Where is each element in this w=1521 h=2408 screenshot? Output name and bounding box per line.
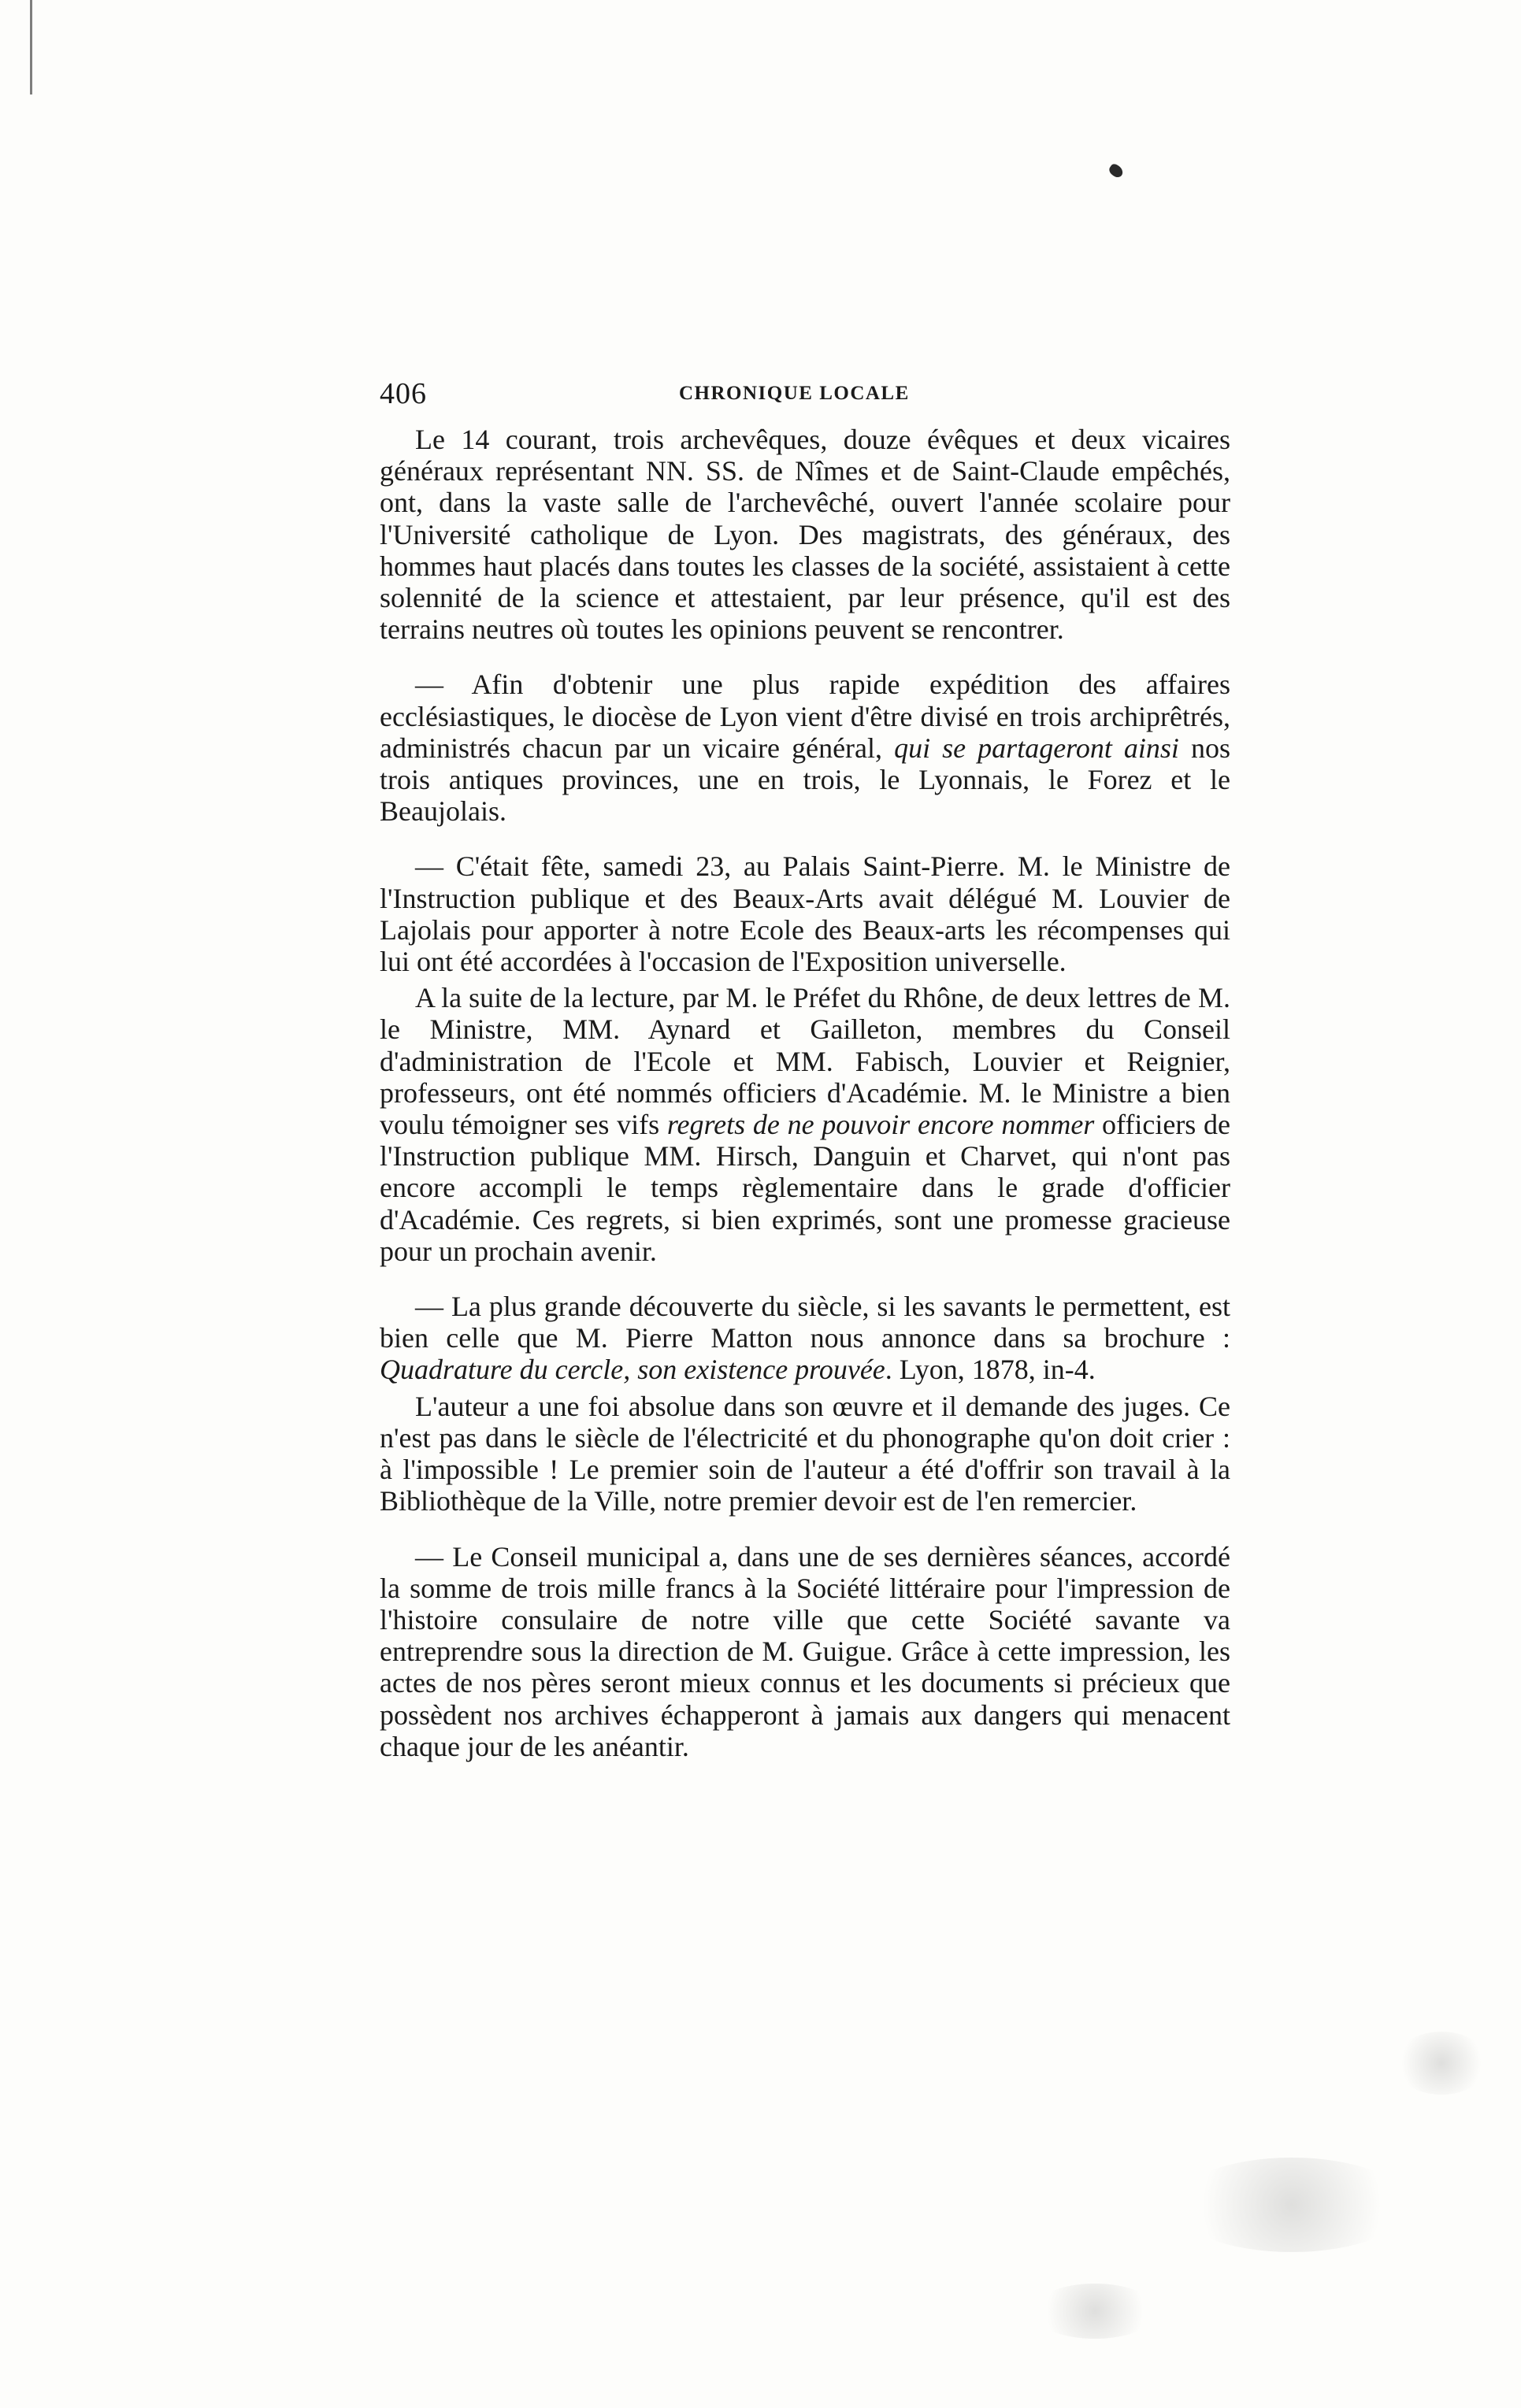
paragraph-text: — C'était fête, samedi 23, au Palais Saint-Pierre. M. le Ministre de l'Instruction publique et des Beaux-Arts avait délégué M. Louvier de Lajolais pour apporter à notre Ecole des Beaux-arts les récompenses qui lui ont été accordées à l'occasion de l'Exposition universelle. bbox=[380, 850, 1230, 978]
paragraph-university-opening bbox=[380, 424, 1230, 645]
page-header bbox=[380, 376, 1230, 416]
scan-speck-cluster bbox=[1032, 2284, 1158, 2339]
paragraph-text: nos trois antiques provinces, une en trois, le Lyonnais, le Forez et le Beaujolais. bbox=[380, 732, 1230, 828]
paragraph-palais-saint-pierre bbox=[380, 850, 1230, 977]
body-text bbox=[380, 424, 1230, 1762]
paragraph-text: Le 14 courant, trois archevêques, douze évêques et deux vicaires généraux représentant NN. SS. de Nîmes et de Saint-Claude empêchés, ont, dans la vaste salle de l'archevêché, ouvert l'année scolaire pour l'Université catholique de Lyon. Des magistrats, des généraux, des hommes haut placés dans toutes les classes de la société, assistaient à cette solennité de la science et attestaient, par leur présence, qu'il est des terrains neutres où toutes les opinions peuvent se rencontrer. bbox=[380, 424, 1230, 646]
paragraph-emphasis: regrets de ne pouvoir encore nommer bbox=[666, 1109, 1095, 1141]
paragraph-emphasis: qui se partageront ainsi bbox=[894, 732, 1179, 764]
paragraph-text: officiers de l'Instruction publique MM. Hirsch, Danguin et Charvet, qui n'ont pas encore accompli le temps règlementaire dans le grade d'officier d'Académie. Ces regrets, si bien exprimés, sont une promesse gracieuse pour un prochain avenir. bbox=[380, 1109, 1231, 1267]
paragraph-municipal-council bbox=[380, 1541, 1230, 1762]
paragraph-diocese-division bbox=[380, 669, 1230, 827]
paragraph-author-faith bbox=[380, 1391, 1230, 1517]
scan-edge-mark bbox=[30, 0, 32, 94]
paragraph-text: A la suite de la lecture, par M. le Préfet du Rhône, de deux lettres de M. le Ministre, MM. Aynard et Gailleton, membres du Conseil d'administration de l'Ecole et MM. Fabisch, Louvier et Reignier, professeurs, ont été nommés officiers d'Académie. M. le Ministre a bien voulu témoigner ses vifs bbox=[380, 982, 1230, 1141]
page-number: 406 bbox=[380, 377, 427, 410]
paragraph-text: — Le Conseil municipal a, dans une de ses dernières séances, accordé la somme de trois mille francs à la Société littéraire pour l'impression de l'histoire consulaire de notre ville que cette Société savante va entreprendre sous la direction de M. Guigue. Grâce à cette impression, les actes de nos pères seront mieux connus et les documents si précieux que possèdent nos archives échapperont à jamais aux dangers qui menacent chaque jour de les anéantir. bbox=[380, 1540, 1230, 1762]
paragraph-text: L'auteur a une foi absolue dans son œuvre et il demande des juges. Ce n'est pas dans le siècle de l'électricité et du phonographe qu'on doit crier : à l'impossible ! Le premier soin de l'auteur a été d'offrir son travail à la Bibliothèque de la Ville, notre premier devoir est de l'en remercier. bbox=[380, 1390, 1230, 1517]
running-head: CHRONIQUE LOCALE bbox=[679, 383, 910, 404]
paragraph-text: — Afin d'obtenir une plus rapide expédition des affaires ecclésiastiques, le diocèse de Lyon vient d'être divisé en trois archiprêtrés, administrés chacun par un vicaire général, bbox=[380, 669, 1230, 764]
paragraph-text: . Lyon, 1878, in-4. bbox=[885, 1354, 1096, 1386]
book-title: Quadrature du cercle, son existence prouvée bbox=[380, 1354, 885, 1386]
ink-blot-mark bbox=[1107, 162, 1126, 180]
paragraph-quadrature bbox=[380, 1291, 1230, 1386]
paragraph-academy-officers bbox=[380, 982, 1230, 1267]
scan-speck-cluster bbox=[1174, 2158, 1410, 2252]
paragraph-text: — La plus grande découverte du siècle, si les savants le permettent, est bien celle que M. Pierre Matton nous annonce dans sa brochure : bbox=[380, 1291, 1230, 1354]
scan-speck-cluster bbox=[1394, 2032, 1489, 2095]
